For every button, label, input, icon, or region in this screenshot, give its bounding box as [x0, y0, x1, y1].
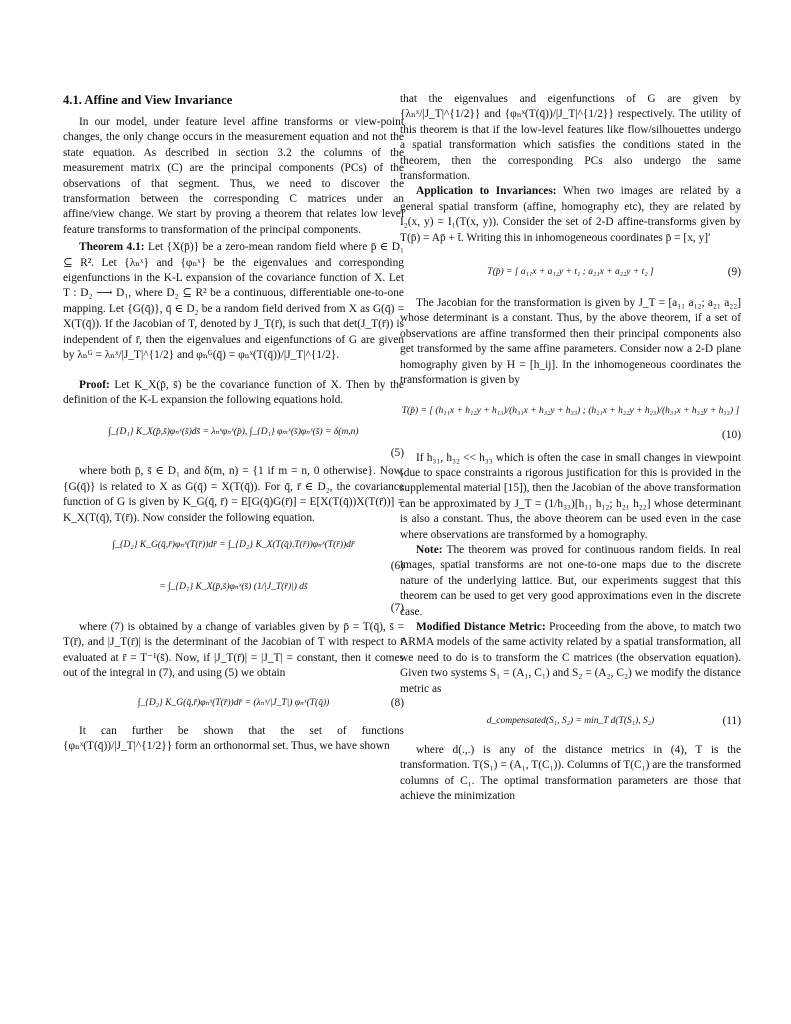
- final-paragraph: where d(.,.) is any of the distance metrics in (4), T is the transformation. T(S₁) = (A₁, T(C₁)). Columns of T(C₁) are the transformed columns of C₁. The optimal transformation parameters are those that achieve the minimization: [400, 744, 741, 803]
- equation-9: T(p̄) = [ a₁₁x + a₁₂y + t₁ ; a₂₁x + a₂₂y + t₂ ] (9): [400, 258, 741, 288]
- equation-5: ∫_{D₁} K_X(p̄,s̄)φₙˣ(s̄)ds̄ = λₙˣφₙˣ(p̄), ∫_{D₁} φₘˣ(s̄)φₙˣ(s̄) = δ(m,n): [108, 426, 359, 437]
- equation-11: d_compensated(S₁, S₂) = min_T d(T(S₁), S₂) (11): [400, 711, 741, 733]
- note-text: The theorem was proved for continuous random fields. In real images, spatial transforms are not one-to-one maps due to the discrete nature of the underlying lattice. But, our experiments suggest that this theorem can be used to get very good approximations even in the discrete case.: [400, 543, 741, 618]
- homography-paragraph: If h₃₁, h₃₂ << h₃₃ which is often the case in small changes in viewpoint (due to space constraints a rigorous justification for this is provided in the supplemental material [15]), then the Jacobian of the above transformation can be approximated by J_T = (1/h₃₃)[h₁₁ h₁₂; h₂₁ h₂₂] whose determinant is also a constant. Thus, the above theorem can be used even in the case where observations are transformed by a homography.: [400, 451, 741, 541]
- jacobian-paragraph: The Jacobian for the transformation is given by J_T = [a₁₁ a₁₂; a₂₁ a₂₂] whose determinant is a constant. Thus, by the above theorem, if a set of observations are affine transformed then their principal components also get transformed by the same affine parameters. Consider now a 2-D plane homography given by H = [h_ij]. In the inhomogeneous coordinates the transformation is given by: [400, 297, 741, 387]
- paragraph-after-eq8: It can further be shown that the set of functions {φₙˣ(T(q̄))/|J_T|^{1/2}} form an orthonormal set. Thus, we have shown: [63, 724, 404, 752]
- theorem-label: Theorem 4.1:: [79, 241, 145, 254]
- proof-text: Let K_X(p̄, s̄) be the covariance function of X. Then by the definition of the K-L expansion the following equations hold.: [63, 378, 404, 406]
- distance-metric-paragraph: [400, 620, 741, 697]
- application-text: When two images are related by a general spatial transform (affine, homography etc), they are related by I₂(x, y) = I₁(T(x, y)). Consider the set of 2-D affine-transforms given by T(p̄) = Ap̄ + t̄. Writing this in inhomogeneous coordinates p̄ = [x, y]′: [400, 185, 741, 244]
- equation-6-number: (6): [390, 560, 404, 573]
- equation-11-number: (11): [722, 715, 741, 728]
- proof-label: Proof:: [79, 378, 110, 391]
- equation-10-number-row: [400, 429, 741, 443]
- equation-9-number: (9): [727, 266, 741, 279]
- equation-5-number: (5): [390, 446, 404, 459]
- equation-10: T(p̄) = [ (h₁₁x + h₁₂y + h₁₃)/(h₃₁x + h₃₂y + h₃₃) ; (h₂₁x + h₂₂y + h₂₃)/(h₃₁x + h₃₂y + h₃₃) ]: [401, 405, 740, 416]
- note-label: Note:: [416, 543, 443, 556]
- theorem-paragraph: [63, 240, 404, 363]
- distance-metric-text: Proceeding from the above, to match two ARMA models of the same activity related by a spatial transformation, all we need to do is to transform the C matrices (the observation equation). Given two systems S₁ = (A₁, C₁) and S₂ = (A₂, C₂) we modify the distance metric as: [400, 620, 741, 695]
- equation-5-number-row: [63, 446, 404, 460]
- application-label: Application to Invariances:: [416, 185, 557, 198]
- equation-7: = ∫_{D₁} K_X(p̄,s̄)φₙˣ(s̄) (1/|J_T(r̄)|) ds̄: [159, 582, 308, 593]
- theorem-conclusion-paragraph: that the eigenvalues and eigenfunctions of G are given by {λₙˣ/|J_T|^{1/2}} and {φₙˣ(T(q̄))/|J_T|^{1/2}} respectively. The utility of this theorem is that if the low-level features like flow/silhouettes undergo a spatial transformation which satisfies the conditions stated in the theorem, then the corresponding PCs also undergo the same transformation.: [400, 93, 741, 183]
- equation-6: ∫_{D₂} K_G(q̄,r̄)φₙˣ(T(r̄))dr̄ = ∫_{D₂} K_X(T(q̄),T(r̄))φₙˣ(T(r̄))dr̄: [112, 540, 355, 551]
- equation-7-number: (7): [390, 602, 404, 615]
- distance-metric-label: Modified Distance Metric:: [416, 620, 546, 633]
- note-paragraph: [400, 543, 741, 620]
- equation-10-number: (10): [722, 428, 741, 441]
- equation-7-number-row: [63, 602, 404, 616]
- right-column: [400, 92, 741, 805]
- paragraph-after-eq7: where (7) is obtained by a change of variables given by p̄ = T(q̄), s̄ = T(r̄), and |J_T(r̄)| is the determinant of the Jacobian of T with respect to r̄ evaluated at r̄ = T⁻¹(s̄). Now, if |J_T(r̄)| = |J_T| = constant, then it comes out of the integral in (7), and using (5) we obtain: [63, 620, 404, 680]
- theorem-text: Let {X(p̄)} be a zero-mean random field where p̄ ∈ D₁ ⊆ R². Let {λₙˣ} and {φₙˣ} be the eigenvalues and corresponding eigenfunctions in the K-L expansion of the covariance function of X. Let T : D₂ ⟶ D₁, where D₂ ⊆ R² be a continuous, differentiable one-to-one mapping. Let {G(q̄)}, q̄ ∈ D₂ be a random field derived from X as G(q̄) = X(T(q̄)). If the Jacobian of T, denoted by J_T(r̄), is such that det(J_T(r̄)) is independent of r̄, then the eigenvalues and eigenfunctions of G are given by λₙᴳ = λₙˣ/|J_T|^{1/2} and φₙᴳ(q̄) = φₙˣ(T(q̄))/|J_T|^{1/2}.: [63, 241, 404, 362]
- equation-8: ∫_{D₂} K_G(q̄,r̄)φₙˣ(T(r̄))dr̄ = (λₙˣ/|J_T|) φₙˣ(T(q̄)) (8): [63, 692, 404, 716]
- section-heading: 4.1. Affine and View Invariance: [63, 93, 233, 107]
- equation-8-number: (8): [390, 696, 404, 709]
- proof-paragraph: [63, 378, 404, 409]
- left-column: [63, 92, 404, 754]
- intro-paragraph: In our model, under feature level affine transforms or view-point changes, the only change occurs in the measurement equation and not the state equation. As described in section 3.2 the columns of the measurement matrix (C) are the principal components (PCs) of the observations of that segment. Thus, we need to discover the transformation between the corresponding C matrices under an affine/view change. We start by proving a theorem that relates low level feature transforms to transformation of the principal components.: [63, 116, 404, 236]
- equation-6-number-row: [63, 560, 404, 574]
- paragraph-after-eq5: where both p̄, s̄ ∈ D₁ and δ(m, n) = {1 if m = n, 0 otherwise}. Now, {G(q̄)} is related to X as G(q̄) = X(T(q̄)). For q̄, r̄ ∈ D₂, the covariance function of G is given by K_G(q̄, r̄) = E[G(q̄)G(r̄)] = E[X(T(q̄))X(T(r̄))] = K_X(T(q̄), T(r̄)). Now consider the following equation.: [63, 465, 404, 524]
- application-paragraph: [400, 184, 741, 246]
